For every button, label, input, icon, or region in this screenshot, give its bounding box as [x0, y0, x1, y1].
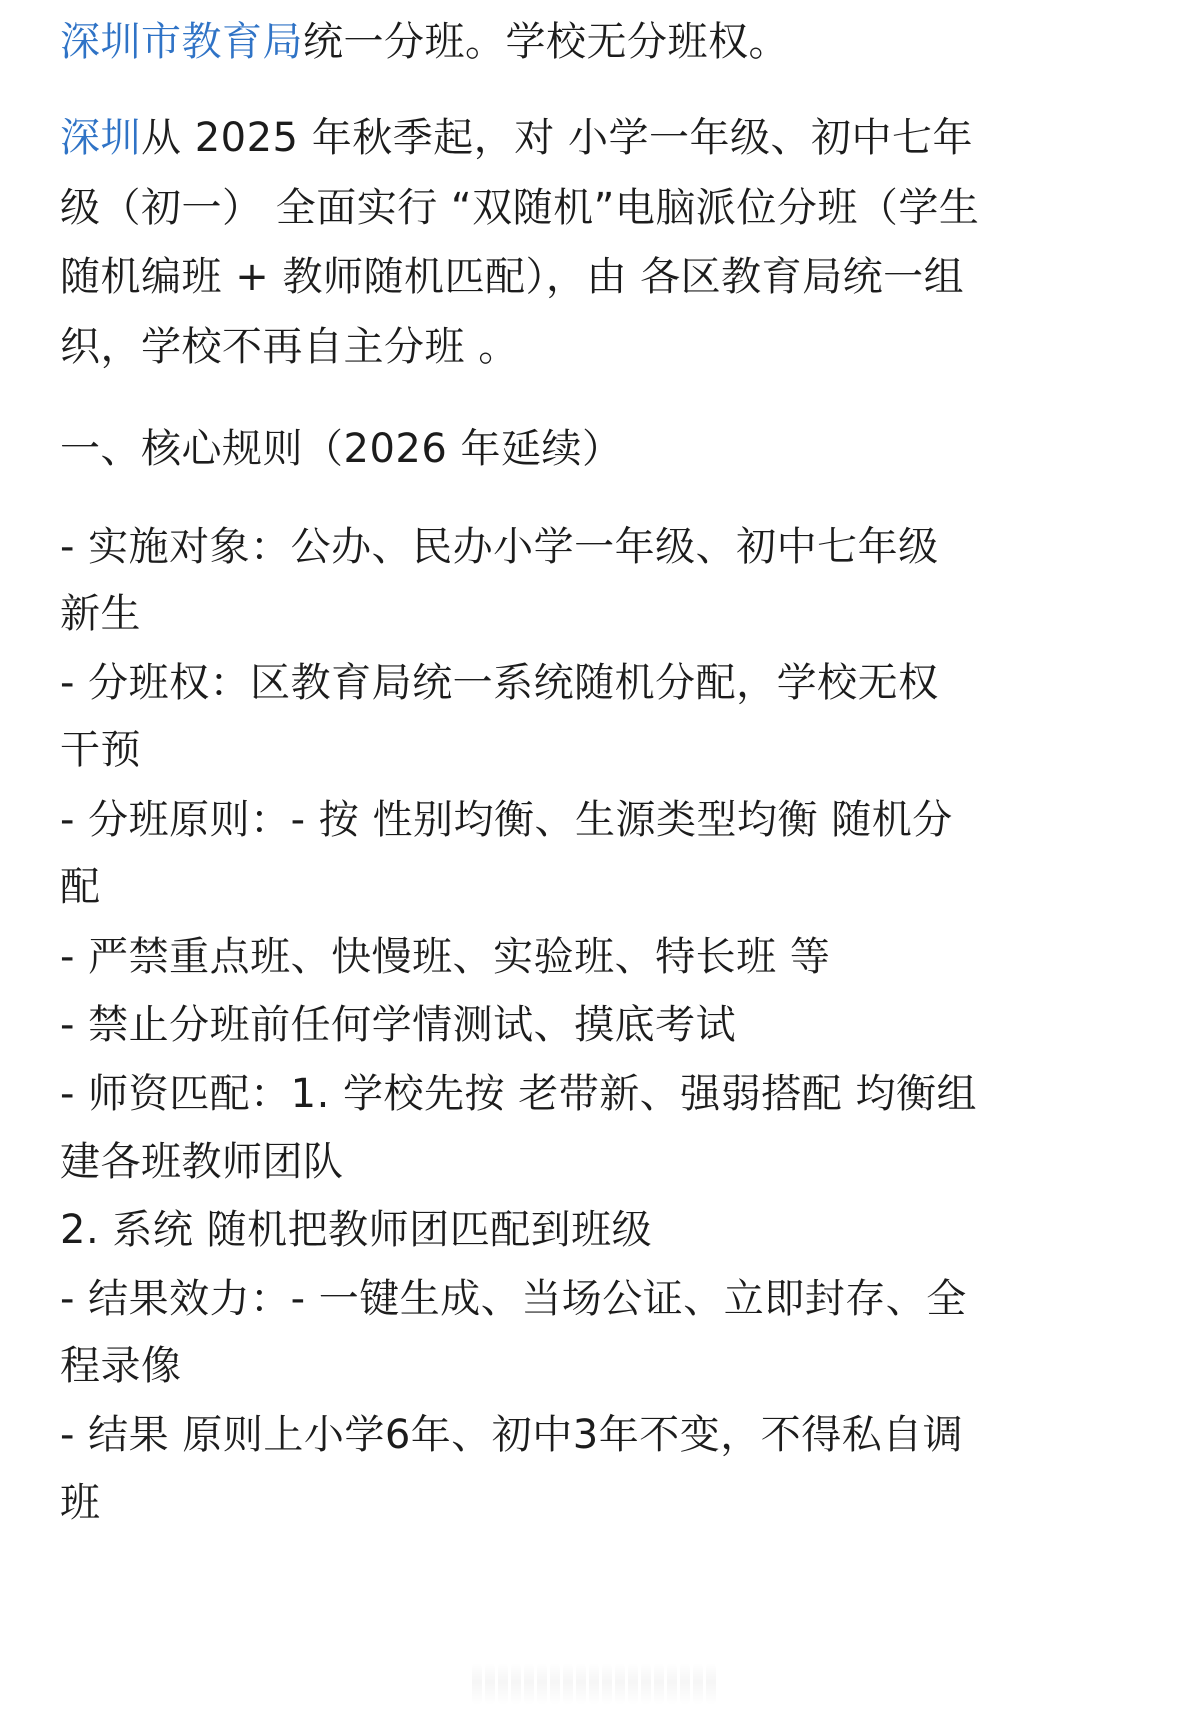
- watermark: [472, 1664, 728, 1704]
- list-item: 建各班教师团队: [60, 1139, 344, 1185]
- list-item: 配: [60, 864, 101, 910]
- shenzhen-education-bureau-link[interactable]: 深圳市教育局: [60, 19, 303, 65]
- para1-line-1-text: 从 2025 年秋季起，对 小学一年级、初中七年: [141, 115, 973, 161]
- list-item: - 师资匹配：1. 学校先按 老带新、强弱搭配 均衡组: [60, 1071, 977, 1117]
- para1-line-1: [60, 113, 973, 163]
- list-item: - 结果效力：- 一键生成、当场公证、立即封存、全: [60, 1276, 967, 1322]
- shenzhen-link[interactable]: 深圳: [60, 115, 141, 161]
- list-item: 班: [60, 1480, 101, 1526]
- section-heading: 一、核心规则（2026 年延续）: [60, 426, 623, 472]
- para1-line-3: 随机编班 + 教师随机匹配），由 各区教育局统一组: [60, 254, 965, 300]
- list-item: 新生: [60, 591, 141, 637]
- list-item: 程录像: [60, 1343, 182, 1389]
- para1-line-4: 织，学校不再自主分班 。: [60, 324, 519, 370]
- list-item: - 结果 原则上小学6年、初中3年不变，不得私自调: [60, 1412, 964, 1458]
- list-item: - 分班权：区教育局统一系统随机分配，学校无权: [60, 660, 939, 706]
- list-item: 干预: [60, 727, 141, 773]
- list-item: - 严禁重点班、快慢班、实验班、特长班 等: [60, 934, 831, 980]
- list-item: - 实施对象：公办、民办小学一年级、初中七年级: [60, 524, 939, 570]
- list-item: - 分班原则：- 按 性别均衡、生源类型均衡 随机分: [60, 797, 953, 843]
- intro-text: 统一分班。学校无分班权。: [303, 19, 789, 65]
- para1-line-2: 级（初一） 全面实行 “双随机”电脑派位分班（学生: [60, 185, 980, 231]
- list-item: 2. 系统 随机把教师团匹配到班级: [60, 1207, 653, 1253]
- intro-line: [60, 17, 789, 67]
- list-item: - 禁止分班前任何学情测试、摸底考试: [60, 1002, 737, 1048]
